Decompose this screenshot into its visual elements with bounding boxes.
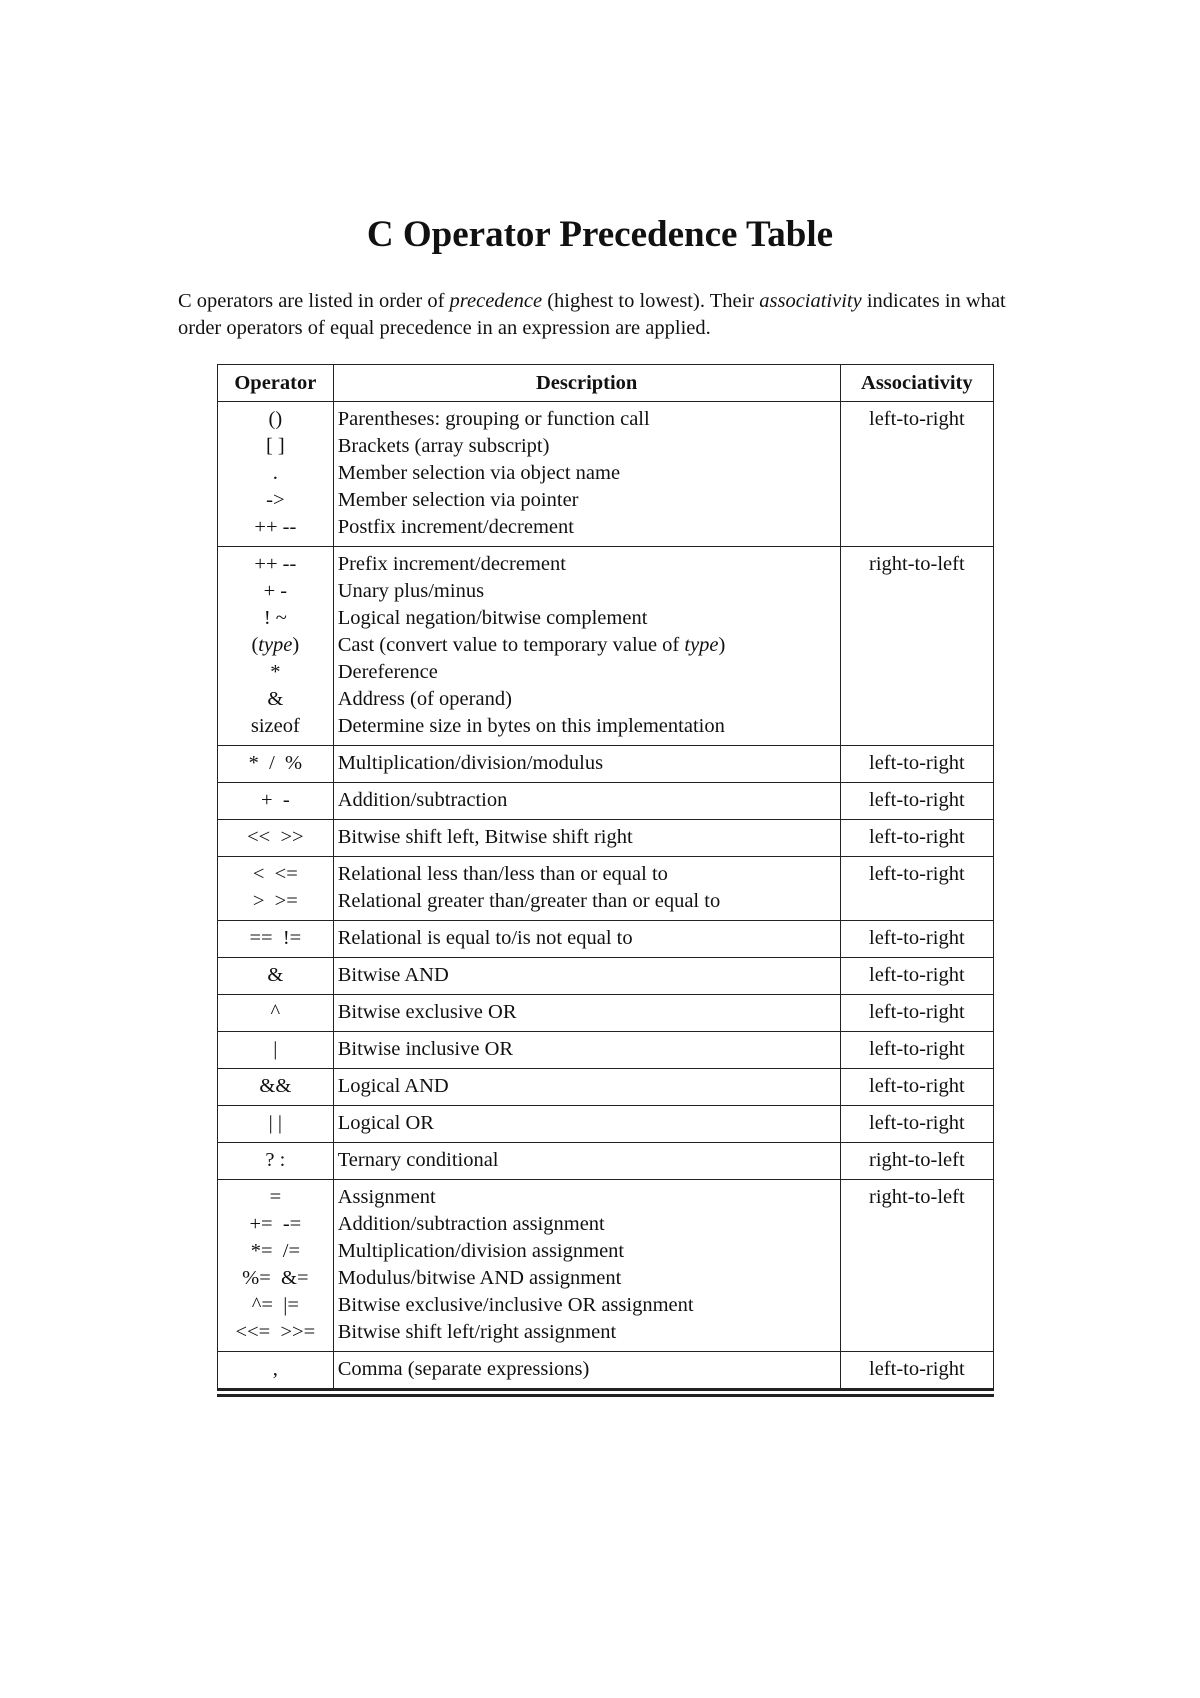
operator-symbol: ! ~ bbox=[263, 607, 287, 629]
operator-symbol: * / % bbox=[248, 752, 303, 774]
header-description: Description bbox=[333, 365, 840, 402]
intro-text: indicates in what order operators of equal precedence in an expression are applied. bbox=[178, 290, 1006, 339]
operator-description: Determine size in bytes on this implementation bbox=[337, 715, 725, 737]
table-row bbox=[218, 995, 994, 1032]
associativity-value: left-to-right bbox=[869, 1038, 965, 1060]
operator-description: Logical AND bbox=[337, 1075, 449, 1097]
associativity-value: left-to-right bbox=[869, 1358, 965, 1380]
operator-description: Bitwise inclusive OR bbox=[337, 1038, 514, 1060]
operator-symbol: ^ bbox=[270, 1001, 281, 1023]
operator-cell bbox=[218, 921, 334, 958]
operator-description: Relational is equal to/is not equal to bbox=[337, 927, 633, 949]
associativity-cell bbox=[840, 402, 993, 547]
operator-description: Multiplication/division assignment bbox=[337, 1240, 625, 1262]
associativity-cell bbox=[840, 958, 993, 995]
header-associativity: Associativity bbox=[840, 365, 993, 402]
operator-description: Bitwise exclusive OR bbox=[337, 1001, 517, 1023]
operator-description: Bitwise shift left/right assignment bbox=[337, 1321, 617, 1343]
associativity-value: right-to-left bbox=[869, 1186, 965, 1208]
table-row bbox=[218, 1352, 994, 1393]
operator-symbol: << >> bbox=[247, 826, 304, 848]
description-cell bbox=[333, 995, 840, 1032]
associativity-value: left-to-right bbox=[869, 408, 965, 430]
associativity-value: left-to-right bbox=[869, 1112, 965, 1134]
table-row bbox=[218, 783, 994, 820]
table-header-row bbox=[218, 365, 994, 402]
table-row bbox=[218, 857, 994, 921]
associativity-cell bbox=[840, 995, 993, 1032]
operator-symbol: | bbox=[273, 1038, 278, 1060]
operator-description: Brackets (array subscript) bbox=[337, 435, 550, 457]
operator-description: Address (of operand) bbox=[337, 688, 512, 710]
operator-description: Modulus/bitwise AND assignment bbox=[337, 1267, 622, 1289]
operator-cell bbox=[218, 857, 334, 921]
table-row bbox=[218, 1180, 994, 1352]
operator-description: Bitwise exclusive/inclusive OR assignment bbox=[337, 1294, 694, 1316]
operator-symbol: * bbox=[270, 661, 281, 683]
operator-symbol: ++ -- bbox=[254, 516, 297, 538]
header-operator: Operator bbox=[218, 365, 334, 402]
description-cell bbox=[333, 820, 840, 857]
description-cell bbox=[333, 1106, 840, 1143]
associativity-cell bbox=[840, 783, 993, 820]
associativity-cell bbox=[840, 1069, 993, 1106]
associativity-value: left-to-right bbox=[869, 964, 965, 986]
description-cell bbox=[333, 1180, 840, 1352]
operator-cell bbox=[218, 783, 334, 820]
operator-cell bbox=[218, 1106, 334, 1143]
associativity-cell bbox=[840, 1032, 993, 1069]
operator-cell bbox=[218, 1180, 334, 1352]
description-cell bbox=[333, 547, 840, 746]
description-cell bbox=[333, 1352, 840, 1393]
description-cell bbox=[333, 783, 840, 820]
operator-description: Postfix increment/decrement bbox=[337, 516, 574, 538]
operator-symbol: + - bbox=[263, 580, 288, 602]
description-text: Cast (convert value to temporary value of bbox=[337, 634, 685, 656]
operator-description: Dereference bbox=[337, 661, 438, 683]
operator-symbol: + - bbox=[261, 789, 290, 811]
precedence-table bbox=[217, 364, 994, 1397]
operator-symbol: && bbox=[259, 1075, 292, 1097]
operator-symbol: = bbox=[269, 1186, 282, 1208]
table-row bbox=[218, 958, 994, 995]
associativity-value: left-to-right bbox=[869, 863, 965, 885]
operator-symbol: () bbox=[268, 408, 283, 430]
associativity-cell bbox=[840, 1143, 993, 1180]
associativity-value: left-to-right bbox=[869, 1001, 965, 1023]
associativity-cell bbox=[840, 1106, 993, 1143]
intro-emphasis-associativity: associativity bbox=[759, 290, 862, 312]
operator-text-italic: type bbox=[258, 634, 293, 656]
operator-symbol: , bbox=[272, 1358, 278, 1380]
table-row bbox=[218, 1143, 994, 1180]
operator-cell bbox=[218, 1032, 334, 1069]
associativity-value: left-to-right bbox=[869, 789, 965, 811]
operator-description: Ternary conditional bbox=[337, 1149, 499, 1171]
table-row bbox=[218, 820, 994, 857]
operator-text: ( bbox=[251, 634, 259, 656]
table-row bbox=[218, 921, 994, 958]
operator-symbol: %= &= bbox=[242, 1267, 309, 1289]
description-cell bbox=[333, 1143, 840, 1180]
operator-cell bbox=[218, 1352, 334, 1393]
description-cell bbox=[333, 402, 840, 547]
intro-text: C operators are listed in order of bbox=[178, 290, 450, 312]
table-row bbox=[218, 1069, 994, 1106]
description-cell bbox=[333, 958, 840, 995]
operator-description: Addition/subtraction bbox=[337, 789, 508, 811]
intro-text: (highest to lowest). Their bbox=[542, 290, 760, 312]
operator-symbol: <<= >>= bbox=[235, 1321, 316, 1343]
associativity-value: right-to-left bbox=[869, 1149, 965, 1171]
table-row bbox=[218, 402, 994, 547]
table-row bbox=[218, 1106, 994, 1143]
operator-description: Logical negation/bitwise complement bbox=[337, 607, 648, 629]
operator-description bbox=[338, 632, 838, 659]
operator-symbol: ^= |= bbox=[251, 1294, 299, 1316]
operator-description: Logical OR bbox=[337, 1112, 434, 1134]
operator-cell bbox=[218, 820, 334, 857]
operator-symbol: ? : bbox=[265, 1149, 286, 1171]
table-row bbox=[218, 1032, 994, 1069]
operator-cell bbox=[218, 958, 334, 995]
operator-symbol: . bbox=[272, 462, 278, 484]
associativity-cell bbox=[840, 1352, 993, 1393]
operator-description: Member selection via object name bbox=[337, 462, 621, 484]
operator-description: Parentheses: grouping or function call bbox=[337, 408, 650, 430]
description-cell bbox=[333, 1069, 840, 1106]
operator-description: Addition/subtraction assignment bbox=[337, 1213, 605, 1235]
description-cell bbox=[333, 921, 840, 958]
description-cell bbox=[333, 857, 840, 921]
operator-symbol: < <= bbox=[252, 863, 298, 885]
associativity-cell bbox=[840, 1180, 993, 1352]
operator-description: Relational greater than/greater than or equal to bbox=[337, 890, 721, 912]
operator-description: Comma (separate expressions) bbox=[337, 1358, 590, 1380]
description-text: ) bbox=[718, 634, 726, 656]
operator-cell bbox=[218, 547, 334, 746]
operator-symbol: -> bbox=[266, 489, 285, 511]
table-row bbox=[218, 746, 994, 783]
operator-description: Prefix increment/decrement bbox=[337, 553, 566, 575]
operator-symbol: & bbox=[267, 688, 284, 710]
operator-description: Unary plus/minus bbox=[337, 580, 485, 602]
description-cell bbox=[333, 1032, 840, 1069]
operator-symbol: += -= bbox=[249, 1213, 302, 1235]
operator-cell bbox=[218, 1069, 334, 1106]
operator-cell bbox=[218, 746, 334, 783]
associativity-value: right-to-left bbox=[869, 553, 965, 575]
operator-symbol: [ ] bbox=[265, 435, 285, 457]
operator-symbol: | | bbox=[268, 1112, 283, 1134]
associativity-cell bbox=[840, 820, 993, 857]
operator-symbol: *= /= bbox=[250, 1240, 301, 1262]
operator-text: ) bbox=[292, 634, 300, 656]
description-cell bbox=[333, 746, 840, 783]
operator-symbol: & bbox=[267, 964, 284, 986]
operator-symbol: sizeof bbox=[250, 715, 300, 737]
operator-description: Multiplication/division/modulus bbox=[337, 752, 604, 774]
operator-description: Relational less than/less than or equal to bbox=[337, 863, 668, 885]
operator-cell bbox=[218, 995, 334, 1032]
operator-symbol: == != bbox=[249, 927, 302, 949]
associativity-value: left-to-right bbox=[869, 826, 965, 848]
intro-emphasis-precedence: precedence bbox=[449, 290, 543, 312]
operator-symbol bbox=[220, 632, 331, 659]
associativity-cell bbox=[840, 746, 993, 783]
associativity-value: left-to-right bbox=[869, 1075, 965, 1097]
operator-description: Bitwise AND bbox=[337, 964, 449, 986]
operator-description: Member selection via pointer bbox=[337, 489, 579, 511]
associativity-cell bbox=[840, 857, 993, 921]
associativity-value: left-to-right bbox=[869, 927, 965, 949]
page-title: C Operator Precedence Table bbox=[366, 214, 834, 255]
associativity-cell bbox=[840, 547, 993, 746]
operator-symbol: > >= bbox=[252, 890, 298, 912]
operator-description: Assignment bbox=[337, 1186, 436, 1208]
operator-cell bbox=[218, 1143, 334, 1180]
associativity-value: left-to-right bbox=[869, 752, 965, 774]
intro-paragraph bbox=[178, 288, 1038, 342]
operator-description: Bitwise shift left, Bitwise shift right bbox=[337, 826, 633, 848]
description-text-italic: type bbox=[684, 634, 719, 656]
table-body bbox=[218, 402, 994, 1393]
operator-symbol: ++ -- bbox=[254, 553, 297, 575]
associativity-cell bbox=[840, 921, 993, 958]
table-row bbox=[218, 547, 994, 746]
operator-cell bbox=[218, 402, 334, 547]
